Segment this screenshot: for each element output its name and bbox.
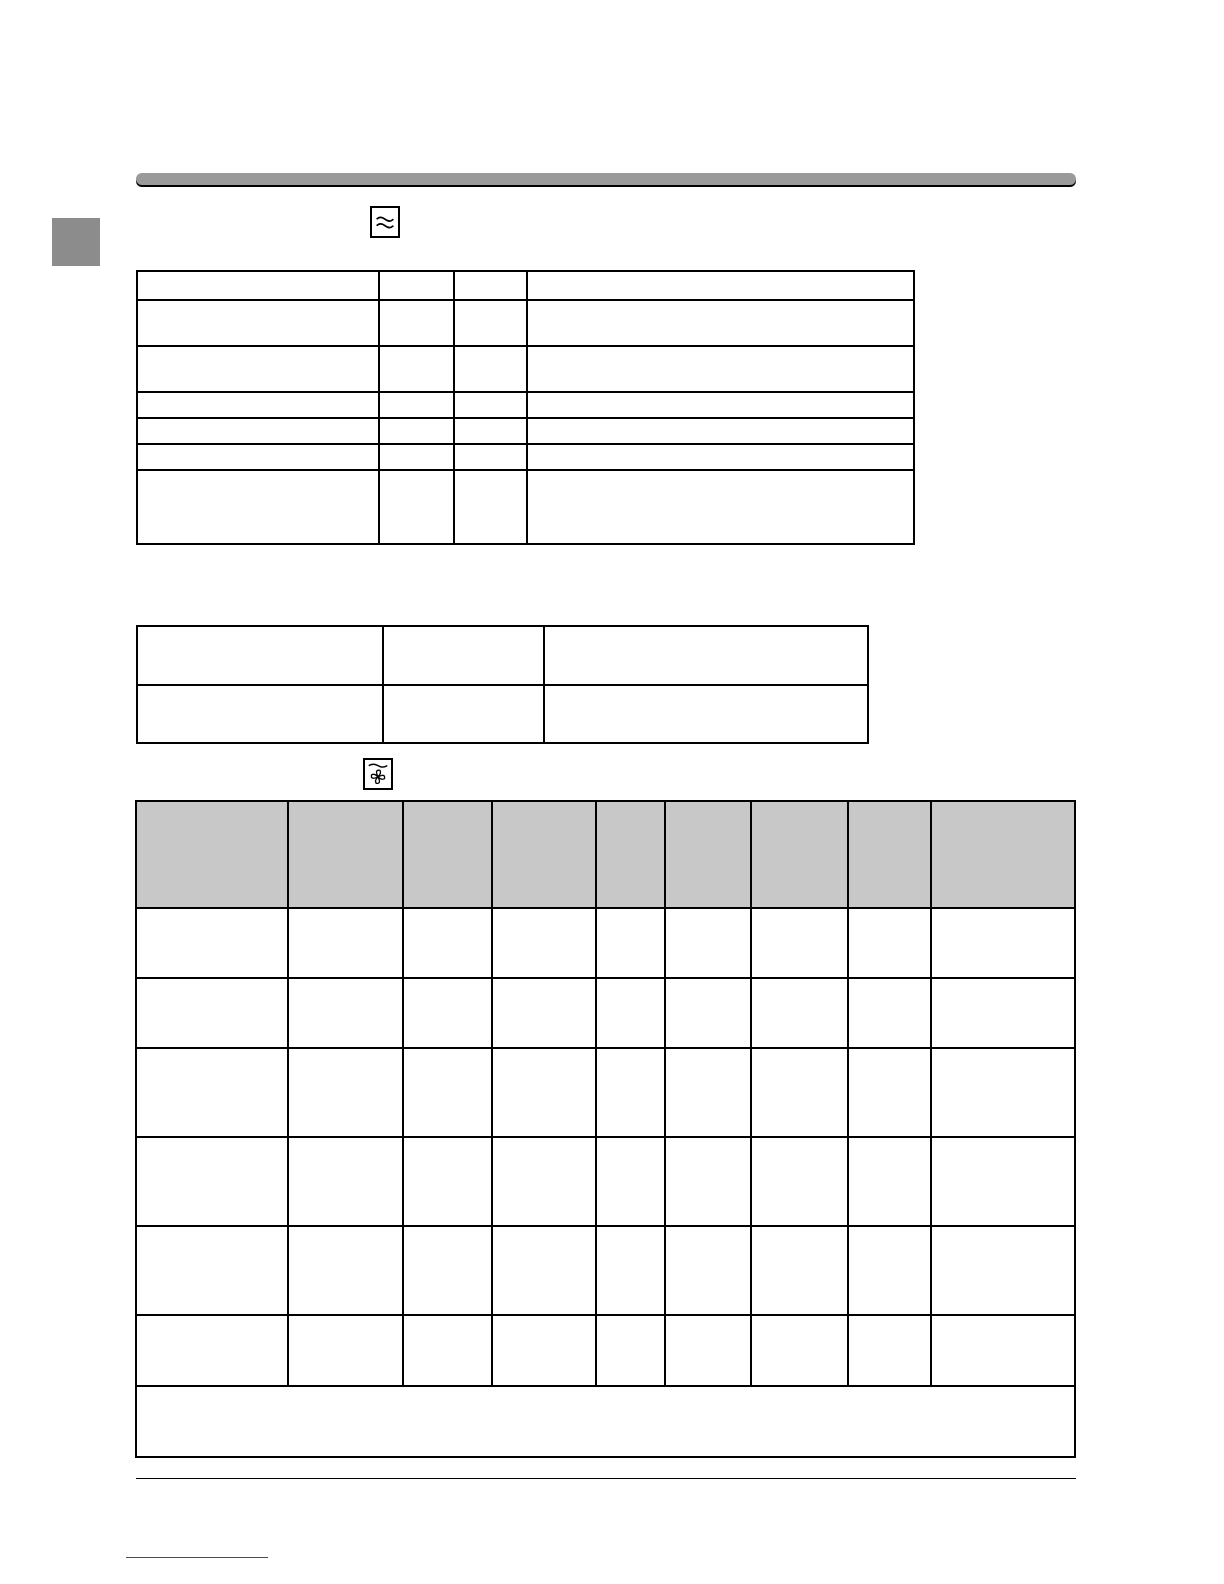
convection-heat-icon [370,206,400,238]
footer-rule [136,1478,1076,1479]
cooking-table-conventional [136,270,915,545]
header-bar [136,173,1076,185]
fan-heat-icon [363,758,393,790]
cooking-table-fan [135,800,1076,1458]
section-tab [52,218,100,266]
cooking-table-secondary [136,625,869,744]
link-underline [126,1557,268,1558]
